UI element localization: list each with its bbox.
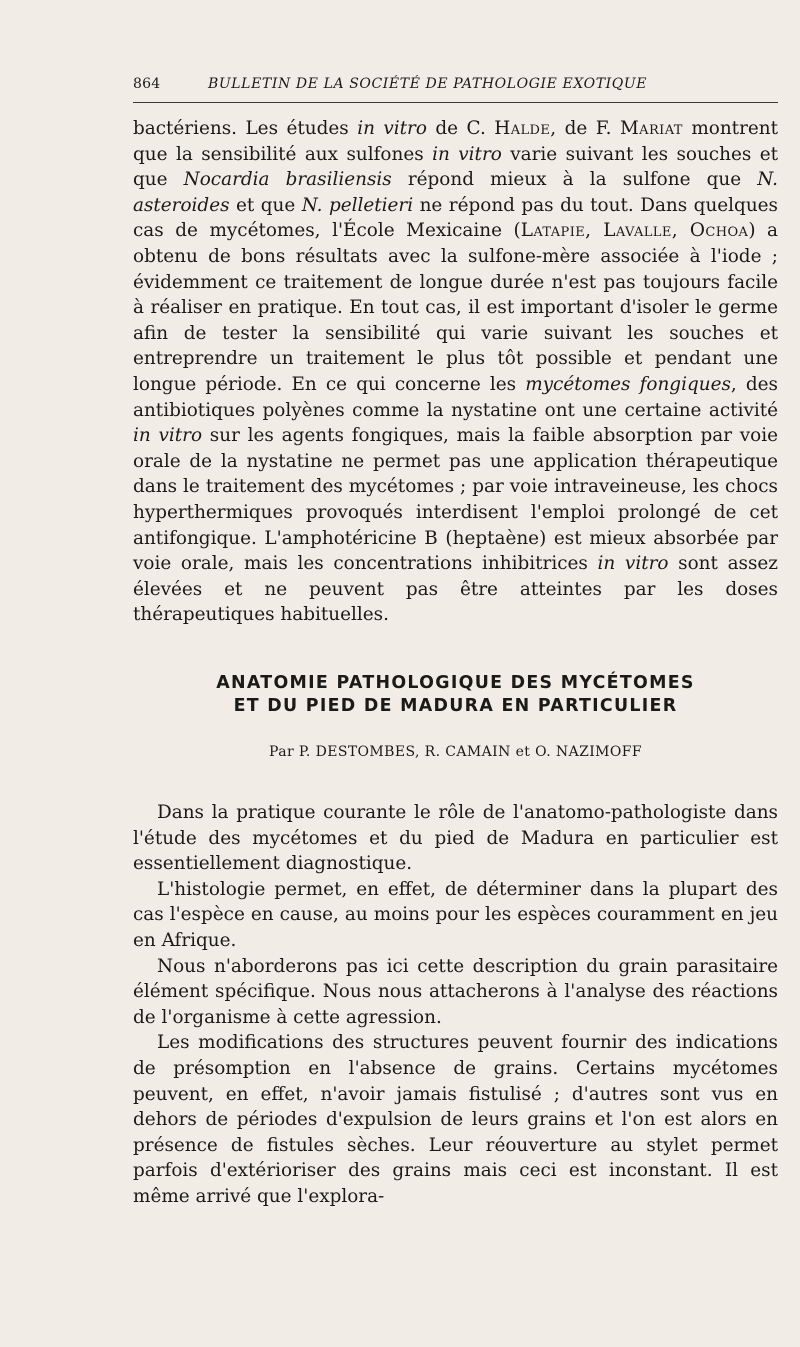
- article-paragraph: Dans la pratique courante le rôle de l'anatomo-pathologiste dans l'étude des mycétomes et du pied de Madura en particulier est essentiellement diagnostique.: [133, 802, 778, 875]
- journal-title: BULLETIN DE LA SOCIÉTÉ DE PATHOLOGIE EXOTIQUE: [208, 76, 648, 92]
- article-paragraph: Nous n'aborderons pas ici cette description du grain parasitaire élément spécifique. Nous nous attacherons à l'analyse des réactions de l'organisme à cette agression.: [133, 955, 778, 1028]
- article-paragraph: Les modifications des structures peuvent fournir des indications de présomption en l'absence de grains. Certains mycétomes peuvent, en effet, n'avoir jamais fistulisé ; d'autres sont vus en dehors de périodes d'expulsion de leurs grains et l'on est alors en présence de fistules sèches. Leur réouverture au stylet permet parfois d'extérioriser des grains mais ceci est inconstant. Il est même arrivé que l'explora-: [133, 1032, 778, 1207]
- article-paragraph: L'histologie permet, en effet, de déterminer dans la plupart des cas l'espèce en cause, au moins pour les espèces couramment en jeu en Afrique.: [133, 878, 778, 951]
- continued-paragraph: bactériens. Les études in vitro de C. Halde, de F. Mariat montrent que la sensibilité aux sulfones in vitro varie suivant les souches et que Nocardia brasiliensis répond mieux à la sulfone que N. asteroides et que N. pelletieri ne répond pas du tout. Dans quelques cas de mycétomes, l'École Mexicaine (Latapie, Lavalle, Ochoa) a obtenu de bons résultats avec la sulfone-mère associée à l'iode ; évidemment ce traitement de longue durée n'est pas toujours facile à réaliser en pratique. En tout cas, il est important d'isoler le germe afin de tester la sensibilité qui varie suivant les souches et entreprendre un traitement le plus tôt possible et pendant une longue période. En ce qui concerne les mycétomes fongiques, des antibiotiques polyènes comme la nystatine ont une certaine activité in vitro sur les agents fongiques, mais la faible absorption par voie orale de la nystatine ne permet pas une application thérapeutique dans le traitement des mycétomes ; par voie intraveineuse, les chocs hyperthermiques provoqués interdisent l'emploi prolongé de cet antifongique. L'amphotéricine B (heptaène) est mieux absorbée par voie orale, mais les concentrations inhibitrices in vitro sont assez élevées et ne peuvent pas être atteintes par les doses thérapeutiques habituelles.: [133, 118, 778, 626]
- article-title-line-2: ET DU PIED DE MADURA EN PARTICULIER: [233, 696, 678, 716]
- header-rule: [133, 102, 778, 103]
- continued-text: [133, 116, 778, 628]
- article-title: [133, 672, 778, 718]
- article-title-line-1: ANATOMIE PATHOLOGIQUE DES MYCÉTOMES: [216, 673, 695, 693]
- article-authors: Par P. DESTOMBES, R. CAMAIN et O. NAZIMOFF: [269, 744, 642, 760]
- page-number: 864: [133, 76, 161, 92]
- article-body: [133, 800, 778, 1210]
